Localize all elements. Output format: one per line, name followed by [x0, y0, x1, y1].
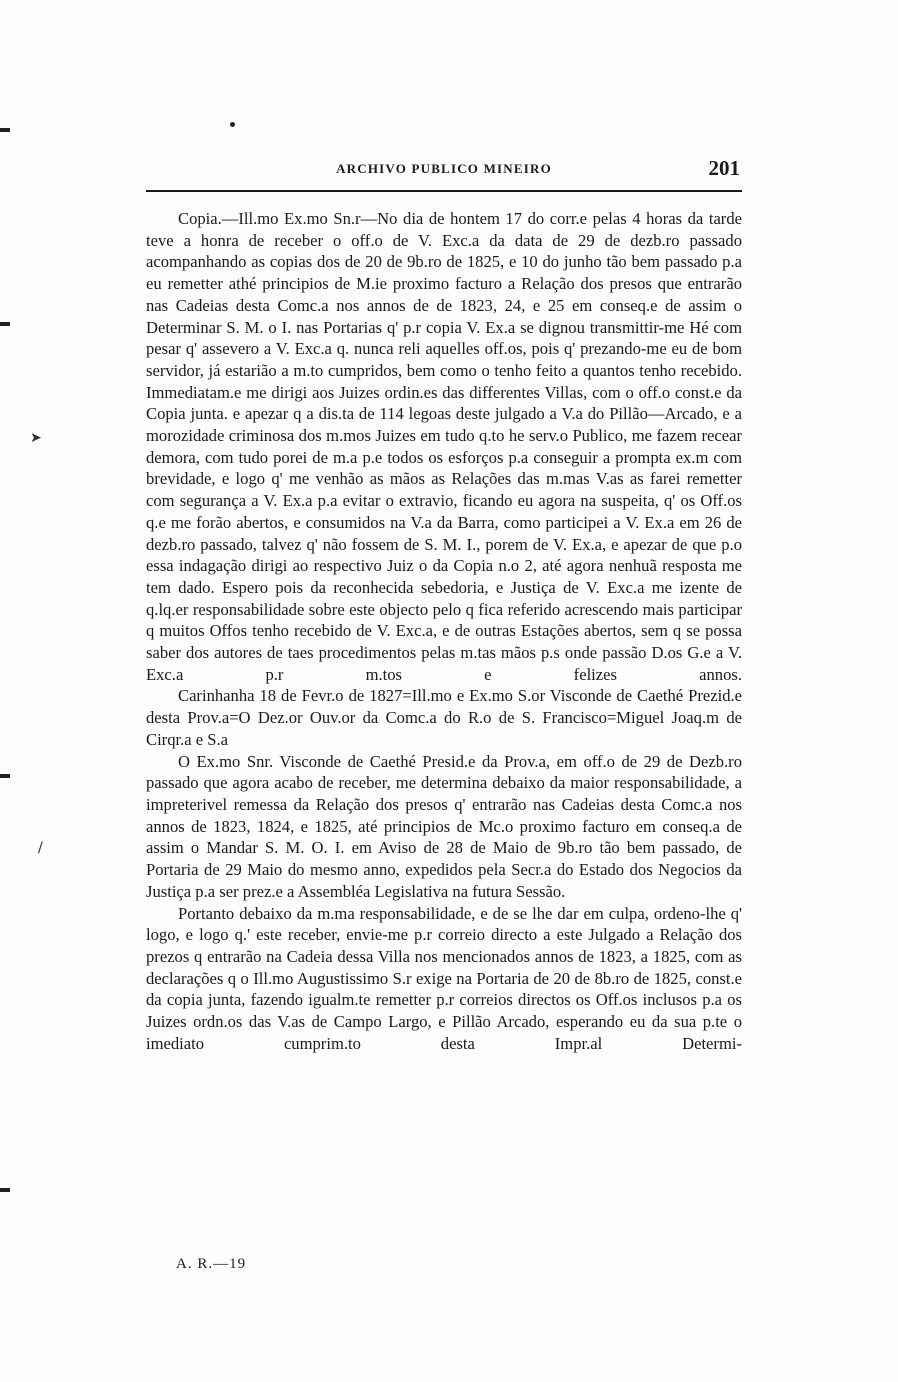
scan-edge-mark	[0, 1188, 10, 1192]
header-rule	[146, 190, 742, 192]
running-head: ARCHIVO PUBLICO MINEIRO	[336, 161, 552, 176]
margin-arrow-mark: ➤	[30, 430, 42, 446]
margin-slash-mark: /	[38, 840, 43, 856]
page-header	[148, 156, 740, 180]
printer-signature-mark: A. R.—19	[176, 1256, 247, 1272]
paragraph-visconde-order: O Ex.mo Snr. Visconde de Caethé Presid.e da Prov.a, em off.o de 29 de Dezb.ro passado que agora acabo de receber, me determina debaixo da maior responsabilidade, a impreterivel remessa da Relação dos presos q' entrarão nas Cadeias desta Comc.a nos annos de 1823, 1824, e 1825, até principios de Mc.o proximo facturo em conseq.a de assim o Mandar S. M. O. I. em Aviso de 28 de Maio de 9b.ro tão bem passado, de Portaria de 29 Maio do mesmo anno, expedidos pela Secr.a do Estado dos Negocios da Justiça p.a ser prez.e a Assembléa Legislativa na futura Sessão.	[146, 751, 742, 901]
scan-edge-mark	[0, 128, 10, 132]
paragraph-letter-copy: Copia.—Ill.mo Ex.mo Sn.r—No dia de hontem 17 do corr.e pelas 4 horas da tarde teve a honra de receber o off.o de V. Exc.a da data de 29 de dezb.ro passado acompanhando as copias dos de 20 de 9b.ro de 1825, e 10 do junho tão bem passado p.a eu remetter athé principios de M.ie proximo facturo a Relação dos presos que entrarão nas Cadeias desta Comc.a nos annos de de 1823, 24, e 25 em conseq.e de assim o Determinar S. M. o I. nas Portarias q' p.r copia V. Ex.a se dignou transmittir-me Hé com pesar q' assevero a V. Exc.a q. nunca reli aquelles off.os, pois q' prezando-me eu de bom servidor, já estarião a m.to cumpridos, bem como o tenho feito a quantos tenho recebido. Immediatam.e me dirigi aos Juizes ordin.es das differentes Villas, com o off.o const.e da Copia junta. e apezar q a dis.ta de 114 legoas deste julgado a V.a do Pillão—Arcado, e a morozidade criminosa dos m.mos Juizes em tudo q.to he serv.o Publico, me fazem recear demora, com tudo porei de m.a p.e todos os esforços p.a conseguir a prompta ex.m com brevidade, e logo q' me venhão as mãos as Relações das m.mas V.as as farei remetter com segurança a V. Ex.a p.a evitar o extravio, ficando eu agora na suspeita, q' os Off.os q.e me forão abertos, e consumidos na V.a da Barra, como participei a V. Ex.a em 26 de dezb.ro passado, talvez q' não fossem de S. M. I., porem de V. Ex.a, e apezar de que p.o essa indagação dirigi ao respectivo Juiz o da Copia n.o 2, até agora nenhuã resposta me tem dado. Espero pois da reconhecida sebedoria, e Justiça de V. Exc.a me izente de q.lq.er responsabilidade sobre este objecto pelo q fica referido acrescendo mais participar q muitos Offos tenho recebido de V. Exc.a, e de outras Estações abertos, sem q se possa saber dos autores de taes procedimentos pelas m.tas mãos p.s onde passão D.os G.e a V. Exc.a p.r m.tos e felizes annos.	[146, 209, 742, 684]
page-number: 201	[708, 156, 740, 180]
ink-dot	[230, 122, 235, 127]
scan-edge-mark	[0, 774, 10, 778]
paragraph-signature-block: Carinhanha 18 de Fevr.o de 1827=Ill.mo e Ex.mo S.or Visconde de Caethé Prezid.e desta Prov.a=O Dez.or Ouv.or da Comc.a do R.o de S. Francisco=Miguel Joaq.m de Cirqr.a e S.a	[146, 686, 742, 749]
body-text	[146, 208, 742, 1054]
scan-edge-mark	[0, 322, 10, 326]
paragraph-order-directive: Portanto debaixo da m.ma responsabilidade, e de se lhe dar em culpa, ordeno-lhe q' logo, e logo q.' este receber, envie-me p.r correio directo a este Julgado a Relação dos prezos q entrarão na Cadeia dessa Villa nos mencionados annos de 1823, a 1825, com as declarações q o Ill.mo Augustissimo S.r exige na Portaria de 20 de 8b.ro de 1825, const.e da copia junta, fazendo igualm.te remetter p.r correios directos os Off.os inclusos p.a os Juizes ordn.os das V.as de Campo Largo, e Pillão Arcado, esperando eu da sua p.te o imediato cumprim.to desta Impr.al Determi-	[146, 903, 742, 1053]
